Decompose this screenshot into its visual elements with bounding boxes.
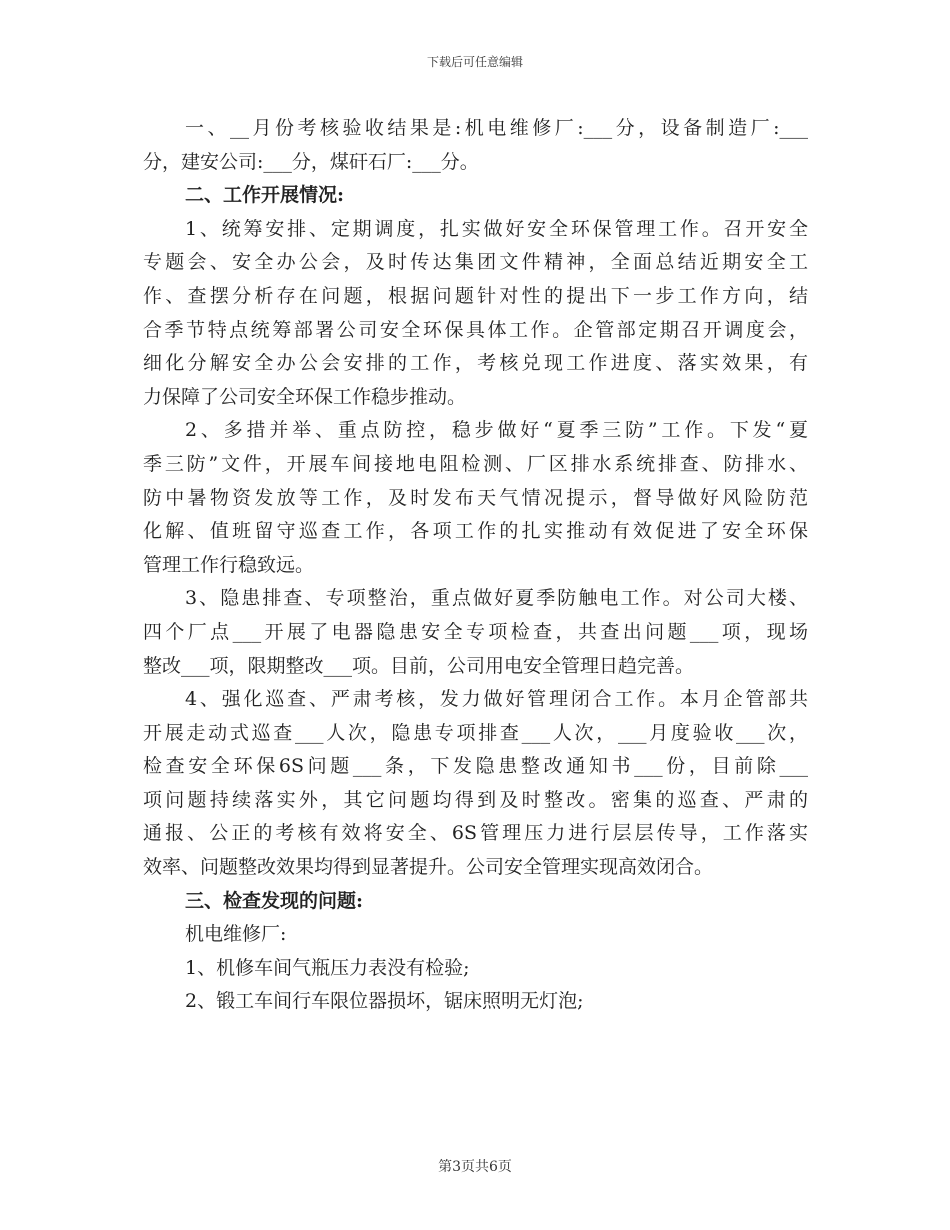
paragraph-line: 化解、值班留守巡查工作，各项工作的扎实推动有效促进了安全环保 — [143, 520, 808, 543]
paragraph-line: 防中暑物资发放等工作，及时发布天气情况提示，督导做好风险防范 — [143, 486, 808, 509]
paragraph-line: 作、查摆分析存在问题，根据问题针对性的提出下一步工作方向，结 — [143, 284, 808, 307]
paragraph-line: 1、机修车间气瓶压力表没有检验; — [185, 956, 470, 979]
paragraph-line: 项问题持续落实外，其它问题均得到及时整改。密集的巡查、严肃的 — [143, 788, 808, 811]
paragraph-line: 4、强化巡查、严肃考核，发力做好管理闭合工作。本月企管部共 — [185, 688, 808, 711]
document-body — [143, 112, 808, 1019]
page-header: 下载后可任意编辑 — [426, 55, 523, 69]
paragraph-line: 2、多措并举、重点防控，稳步做好“夏季三防”工作。下发“夏 — [185, 419, 808, 442]
paragraph-line: 1、统筹安排、定期调度，扎实做好安全环保管理工作。召开安全 — [185, 217, 808, 240]
paragraph-line: 管理工作行稳致远。 — [143, 553, 315, 576]
paragraph-line: 通报、公正的考核有效将安全、6S管理压力进行层层传导，工作落实 — [143, 822, 808, 845]
paragraph-line: 开展走动式巡查___人次，隐患专项排查___人次，___月度验收___次， — [143, 721, 808, 744]
paragraph-line: 机电维修厂: — [185, 923, 287, 946]
paragraph-line: 细化分解安全办公会安排的工作，考核兑现工作进度、落实效果，有 — [143, 352, 808, 375]
paragraph-line: 3、隐患排查、专项整治，重点做好夏季防触电工作。对公司大楼、 — [185, 587, 808, 610]
paragraph-line: 力保障了公司安全环保工作稳步推动。 — [143, 385, 467, 408]
paragraph-line: 季三防”文件，开展车间接地电阻检测、厂区排水系统排查、防排水、 — [143, 452, 808, 475]
section-heading: 三、检查发现的问题: — [185, 889, 364, 912]
paragraph-line: 一、__月份考核验收结果是:机电维修厂:___分，设备制造厂:___ — [185, 117, 808, 139]
section-heading: 二、工作开展情况: — [185, 184, 345, 207]
paragraph-line: 效率、问题整改效果均得到显著提升。公司安全管理实现高效闭合。 — [143, 856, 714, 879]
paragraph-line: 合季节特点统筹部署公司安全环保具体工作。企管部定期召开调度会， — [143, 318, 808, 341]
paragraph-line: 四个厂点___开展了电器隐患安全专项检查，共查出问题___项，现场 — [143, 620, 808, 643]
paragraph-line: 分，建安公司:___分，煤矸石厂:___分。 — [143, 150, 479, 173]
page-footer: 第3页共6页 — [438, 1159, 512, 1175]
paragraph-line: 整改___项，限期整改___项。目前，公司用电安全管理日趋完善。 — [143, 654, 695, 677]
paragraph-line: 检查安全环保6S问题___条，下发隐患整改通知书___份，目前除___ — [143, 755, 808, 778]
paragraph-line: 2、锻工车间行车限位器损坏，锯床照明无灯泡; — [185, 990, 584, 1013]
paragraph-line: 专题会、安全办公会，及时传达集团文件精神，全面总结近期安全工 — [143, 251, 808, 274]
